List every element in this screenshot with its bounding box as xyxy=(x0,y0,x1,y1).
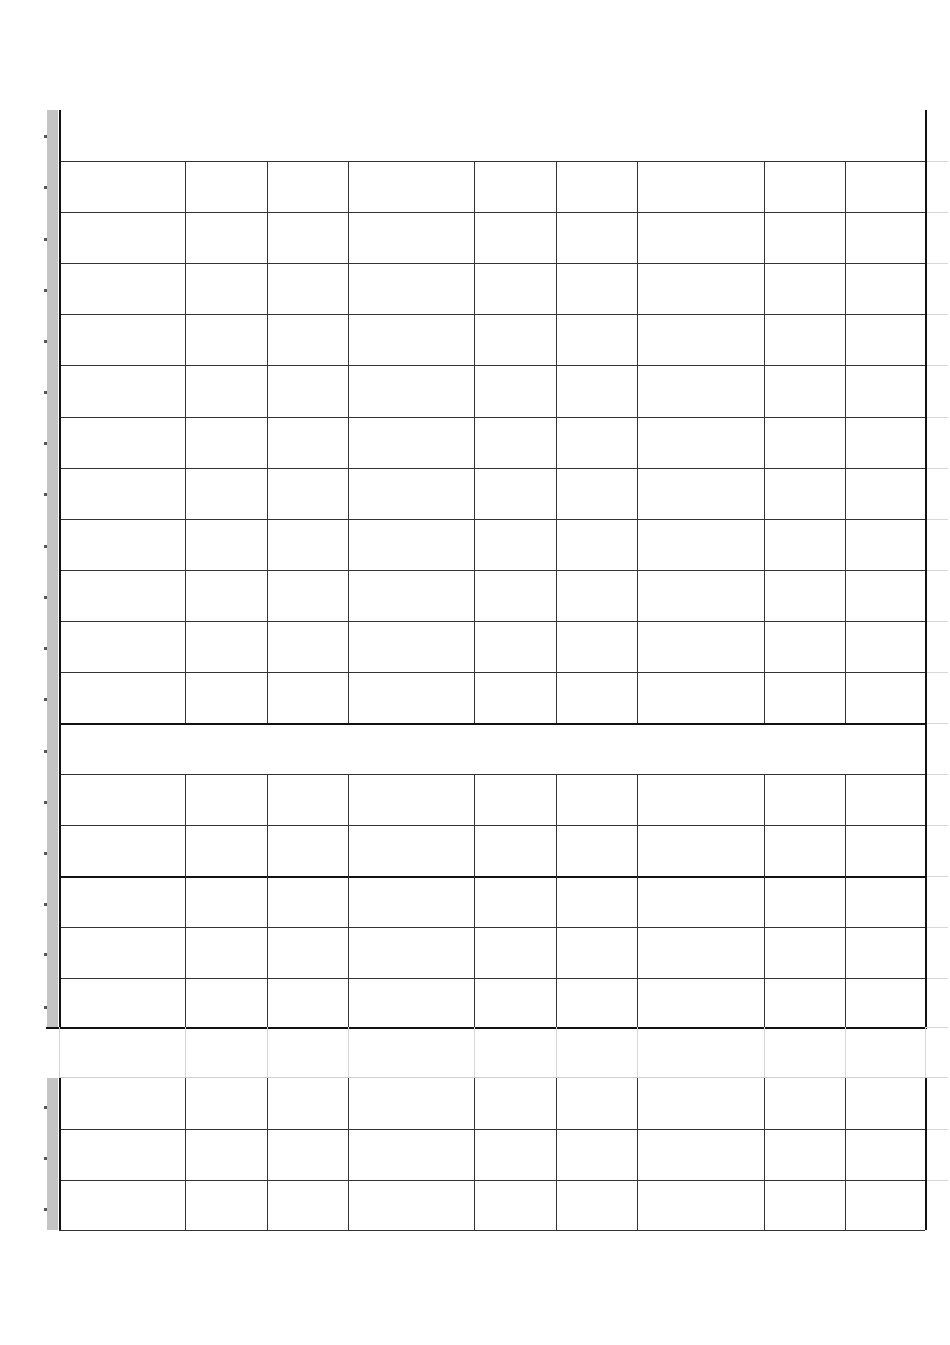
column-header[interactable] xyxy=(637,774,764,825)
table-cell[interactable] xyxy=(348,825,474,876)
row-marker xyxy=(44,1106,47,1109)
table-cell[interactable] xyxy=(267,519,348,570)
row-border xyxy=(59,876,925,878)
gridline-extension xyxy=(925,212,948,213)
table-cell[interactable] xyxy=(845,825,925,876)
column-header[interactable] xyxy=(764,161,845,212)
table-cell[interactable] xyxy=(267,570,348,621)
table-cell[interactable] xyxy=(556,825,637,876)
column-border xyxy=(556,1078,557,1230)
row-marker xyxy=(44,442,47,445)
row-border xyxy=(59,774,925,775)
column-header[interactable] xyxy=(556,774,637,825)
table-cell[interactable] xyxy=(59,876,185,927)
column-border xyxy=(764,1078,765,1230)
table-cell[interactable] xyxy=(474,212,556,263)
table-cell[interactable] xyxy=(474,365,556,417)
gridline-extension xyxy=(925,672,948,673)
row-marker xyxy=(44,647,47,650)
table-cell[interactable] xyxy=(348,519,474,570)
table-cell[interactable] xyxy=(845,876,925,927)
table-cell[interactable] xyxy=(845,978,925,1027)
table-cell[interactable] xyxy=(185,978,267,1027)
gridline-extension xyxy=(925,1180,948,1181)
gridline-extension xyxy=(925,1027,948,1028)
table-cell[interactable] xyxy=(474,314,556,365)
table-cell[interactable] xyxy=(185,672,267,723)
table-cell[interactable] xyxy=(845,621,925,672)
table-cell[interactable] xyxy=(59,825,185,876)
table-cell[interactable] xyxy=(267,417,348,468)
table-cell[interactable] xyxy=(348,570,474,621)
table-cell[interactable] xyxy=(267,212,348,263)
gridline-extension xyxy=(925,621,948,622)
column-border xyxy=(556,161,557,723)
table-cell[interactable] xyxy=(764,212,845,263)
column-border xyxy=(845,774,846,1027)
gridline-extension xyxy=(925,417,948,418)
table-cell[interactable] xyxy=(348,417,474,468)
row-border xyxy=(59,927,925,928)
row-border xyxy=(59,212,925,213)
row-border xyxy=(59,978,925,979)
table-cell[interactable] xyxy=(556,263,637,314)
gridline-extension xyxy=(925,365,948,366)
column-border xyxy=(267,1078,268,1230)
column-header[interactable] xyxy=(59,161,185,212)
row-border xyxy=(59,672,925,673)
table-cell[interactable] xyxy=(267,672,348,723)
column-border xyxy=(637,774,638,1027)
table-cell[interactable] xyxy=(845,519,925,570)
table-cell[interactable] xyxy=(348,365,474,417)
table-cell[interactable] xyxy=(764,365,845,417)
table-cell[interactable] xyxy=(637,825,764,876)
table-cell[interactable] xyxy=(845,927,925,978)
table-cell[interactable] xyxy=(556,1078,637,1129)
table-cell[interactable] xyxy=(637,365,764,417)
table-cell[interactable] xyxy=(59,927,185,978)
page-break-line xyxy=(59,1077,925,1078)
page-break-column xyxy=(925,1027,926,1078)
gridline-extension xyxy=(925,314,948,315)
table-cell[interactable] xyxy=(474,978,556,1027)
column-border xyxy=(185,161,186,723)
column-header[interactable] xyxy=(845,161,925,212)
table-cell[interactable] xyxy=(267,1078,348,1129)
gridline-extension xyxy=(925,161,948,162)
column-border xyxy=(845,1078,846,1230)
table-cell[interactable] xyxy=(764,1129,845,1180)
table-cell[interactable] xyxy=(348,978,474,1027)
table-cell[interactable] xyxy=(845,570,925,621)
table-cell[interactable] xyxy=(267,927,348,978)
table-cell[interactable] xyxy=(348,212,474,263)
row-border xyxy=(59,314,925,315)
table-cell[interactable] xyxy=(59,519,185,570)
table-cell[interactable] xyxy=(348,263,474,314)
table-cell[interactable] xyxy=(845,1078,925,1129)
table-cell[interactable] xyxy=(348,876,474,927)
page-break-column xyxy=(637,1027,638,1078)
table-cell[interactable] xyxy=(185,468,267,519)
table-cell[interactable] xyxy=(556,570,637,621)
row-marker xyxy=(44,801,47,804)
section-divider xyxy=(59,723,925,725)
table-cell[interactable] xyxy=(474,570,556,621)
row-border xyxy=(59,1230,925,1231)
page-break-column xyxy=(185,1027,186,1078)
table-cell[interactable] xyxy=(267,825,348,876)
table-cell[interactable] xyxy=(474,417,556,468)
table-cell[interactable] xyxy=(474,825,556,876)
table-cell[interactable] xyxy=(637,417,764,468)
row-marker xyxy=(44,852,47,855)
table-cell[interactable] xyxy=(845,417,925,468)
table-cell[interactable] xyxy=(764,314,845,365)
row-border xyxy=(59,263,925,264)
row-border xyxy=(59,417,925,418)
row-marker xyxy=(44,1208,47,1211)
table-cell[interactable] xyxy=(267,263,348,314)
table-cell[interactable] xyxy=(267,314,348,365)
table-cell[interactable] xyxy=(59,570,185,621)
table-cell[interactable] xyxy=(637,1180,764,1230)
table-cell[interactable] xyxy=(185,621,267,672)
table-cell[interactable] xyxy=(474,1180,556,1230)
table-cell[interactable] xyxy=(637,876,764,927)
page-break-column xyxy=(59,1027,60,1078)
column-header[interactable] xyxy=(267,774,348,825)
table-cell[interactable] xyxy=(764,876,845,927)
table-cell[interactable] xyxy=(556,672,637,723)
column-header[interactable] xyxy=(637,161,764,212)
page-break-column xyxy=(474,1027,475,1078)
column-border xyxy=(267,161,268,723)
table-cell[interactable] xyxy=(59,212,185,263)
table-cell[interactable] xyxy=(845,1129,925,1180)
section-title[interactable] xyxy=(59,723,925,774)
gridline-extension xyxy=(925,978,948,979)
table-cell[interactable] xyxy=(556,314,637,365)
table-cell[interactable] xyxy=(474,621,556,672)
row-marker xyxy=(44,545,47,548)
table-cell[interactable] xyxy=(59,263,185,314)
column-border xyxy=(267,774,268,1027)
table-cell[interactable] xyxy=(556,978,637,1027)
table-cell[interactable] xyxy=(348,1129,474,1180)
table-cell[interactable] xyxy=(474,876,556,927)
table-cell[interactable] xyxy=(267,365,348,417)
table-cell[interactable] xyxy=(348,1180,474,1230)
page-break-column xyxy=(556,1027,557,1078)
table-left-border xyxy=(59,110,61,1027)
table-cell[interactable] xyxy=(185,212,267,263)
table-cell[interactable] xyxy=(637,263,764,314)
column-border xyxy=(348,1078,349,1230)
column-header[interactable] xyxy=(474,161,556,212)
row-border xyxy=(59,621,925,622)
column-border xyxy=(637,1078,638,1230)
column-border xyxy=(185,774,186,1027)
column-border xyxy=(474,1078,475,1230)
table-cell[interactable] xyxy=(267,1180,348,1230)
table-cell[interactable] xyxy=(185,263,267,314)
table-cell[interactable] xyxy=(185,1180,267,1230)
row-border xyxy=(59,365,925,366)
table-cell[interactable] xyxy=(59,1129,185,1180)
table-cell[interactable] xyxy=(59,365,185,417)
table-cell[interactable] xyxy=(637,978,764,1027)
table-cell[interactable] xyxy=(59,1180,185,1230)
column-border xyxy=(764,161,765,723)
table-cell[interactable] xyxy=(764,468,845,519)
table-cell[interactable] xyxy=(348,468,474,519)
row-marker xyxy=(44,493,47,496)
table-cell[interactable] xyxy=(764,570,845,621)
row-border xyxy=(59,825,925,826)
table-cell[interactable] xyxy=(185,1078,267,1129)
column-header[interactable] xyxy=(845,774,925,825)
table-bottom-border xyxy=(46,1027,927,1029)
table-cell[interactable] xyxy=(637,519,764,570)
page-break-column xyxy=(764,1027,765,1078)
table-cell[interactable] xyxy=(637,621,764,672)
column-border xyxy=(845,161,846,723)
table-cell[interactable] xyxy=(59,314,185,365)
page-break-column xyxy=(267,1027,268,1078)
table-cell[interactable] xyxy=(637,927,764,978)
gridline-extension xyxy=(925,468,948,469)
table-cell[interactable] xyxy=(637,212,764,263)
gridline-extension xyxy=(925,723,948,724)
row-border xyxy=(59,519,925,520)
table-cell[interactable] xyxy=(185,825,267,876)
row-marker xyxy=(44,596,47,599)
row-marker xyxy=(44,289,47,292)
table-cell[interactable] xyxy=(556,417,637,468)
row-border xyxy=(59,1180,925,1181)
column-border xyxy=(474,774,475,1027)
gridline-extension xyxy=(925,927,948,928)
row-marker xyxy=(44,1157,47,1160)
table-cell[interactable] xyxy=(637,1129,764,1180)
table-cell[interactable] xyxy=(59,978,185,1027)
table-cell[interactable] xyxy=(185,876,267,927)
table-cell[interactable] xyxy=(764,978,845,1027)
column-header[interactable] xyxy=(474,774,556,825)
table-cell[interactable] xyxy=(764,417,845,468)
table-left-border xyxy=(59,1078,61,1230)
table-cell[interactable] xyxy=(845,468,925,519)
table-cell[interactable] xyxy=(474,927,556,978)
table-cell[interactable] xyxy=(764,263,845,314)
table-cell[interactable] xyxy=(59,1078,185,1129)
row-border xyxy=(59,1129,925,1130)
column-border xyxy=(637,161,638,723)
table-cell[interactable] xyxy=(556,212,637,263)
table-cell[interactable] xyxy=(637,570,764,621)
column-border xyxy=(764,774,765,1027)
table-right-border xyxy=(925,1078,927,1230)
column-border xyxy=(556,774,557,1027)
table-cell[interactable] xyxy=(845,314,925,365)
table-cell[interactable] xyxy=(764,1180,845,1230)
column-header[interactable] xyxy=(185,161,267,212)
table-cell[interactable] xyxy=(185,417,267,468)
row-marker xyxy=(44,903,47,906)
row-marker xyxy=(44,391,47,394)
gridline-extension xyxy=(925,876,948,877)
table-cell[interactable] xyxy=(185,1129,267,1180)
row-gutter xyxy=(47,1078,58,1230)
table-cell[interactable] xyxy=(556,365,637,417)
table-cell[interactable] xyxy=(474,263,556,314)
column-header[interactable] xyxy=(59,774,185,825)
table-cell[interactable] xyxy=(764,927,845,978)
column-border xyxy=(348,161,349,723)
table-cell[interactable] xyxy=(764,825,845,876)
column-header[interactable] xyxy=(267,161,348,212)
table-cell[interactable] xyxy=(845,672,925,723)
gridline-extension xyxy=(925,1129,948,1130)
table-cell[interactable] xyxy=(348,314,474,365)
gridline-extension xyxy=(925,263,948,264)
row-marker xyxy=(44,1006,47,1009)
section-title[interactable] xyxy=(59,110,925,161)
table-cell[interactable] xyxy=(764,519,845,570)
column-border xyxy=(348,774,349,1027)
table-cell[interactable] xyxy=(764,672,845,723)
table-cell[interactable] xyxy=(185,570,267,621)
table-cell[interactable] xyxy=(267,978,348,1027)
gridline-extension xyxy=(925,1077,948,1078)
table-cell[interactable] xyxy=(185,519,267,570)
table-cell[interactable] xyxy=(845,1180,925,1230)
table-cell[interactable] xyxy=(474,1129,556,1180)
column-border xyxy=(185,1078,186,1230)
table-cell[interactable] xyxy=(348,621,474,672)
table-right-border xyxy=(925,110,927,1027)
row-marker xyxy=(44,340,47,343)
table-cell[interactable] xyxy=(474,1078,556,1129)
table-cell[interactable] xyxy=(185,365,267,417)
table-cell[interactable] xyxy=(556,876,637,927)
table-cell[interactable] xyxy=(267,621,348,672)
column-border xyxy=(474,161,475,723)
table-cell[interactable] xyxy=(556,519,637,570)
column-header[interactable] xyxy=(348,161,474,212)
column-header[interactable] xyxy=(556,161,637,212)
row-marker xyxy=(44,698,47,701)
row-marker xyxy=(44,135,47,138)
page-break-column xyxy=(845,1027,846,1078)
gridline-extension xyxy=(925,825,948,826)
column-header[interactable] xyxy=(764,774,845,825)
table-cell[interactable] xyxy=(267,876,348,927)
table-cell[interactable] xyxy=(474,468,556,519)
table-cell[interactable] xyxy=(764,621,845,672)
column-header[interactable] xyxy=(185,774,267,825)
table-cell[interactable] xyxy=(348,927,474,978)
column-header[interactable] xyxy=(348,774,474,825)
table-cell[interactable] xyxy=(348,672,474,723)
page-break-column xyxy=(348,1027,349,1078)
table-cell[interactable] xyxy=(556,468,637,519)
table-cell[interactable] xyxy=(267,468,348,519)
table-cell[interactable] xyxy=(845,365,925,417)
table-cell[interactable] xyxy=(764,1078,845,1129)
table-cell[interactable] xyxy=(474,519,556,570)
row-gutter xyxy=(47,110,58,1027)
table-cell[interactable] xyxy=(267,1129,348,1180)
row-marker xyxy=(44,750,47,753)
table-cell[interactable] xyxy=(556,621,637,672)
table-cell[interactable] xyxy=(556,1129,637,1180)
table-cell[interactable] xyxy=(556,1180,637,1230)
row-marker xyxy=(44,238,47,241)
table-cell[interactable] xyxy=(59,468,185,519)
table-cell[interactable] xyxy=(637,314,764,365)
table-cell[interactable] xyxy=(59,672,185,723)
table-cell[interactable] xyxy=(185,927,267,978)
table-cell[interactable] xyxy=(474,672,556,723)
table-cell[interactable] xyxy=(348,1078,474,1129)
table-cell[interactable] xyxy=(637,672,764,723)
row-marker xyxy=(44,953,47,956)
row-border xyxy=(59,570,925,571)
table-cell[interactable] xyxy=(59,621,185,672)
gridline-extension xyxy=(925,570,948,571)
row-marker xyxy=(44,186,47,189)
gridline-extension xyxy=(925,774,948,775)
row-border xyxy=(59,468,925,469)
table-cell[interactable] xyxy=(845,212,925,263)
table-cell[interactable] xyxy=(556,927,637,978)
row-border xyxy=(59,161,925,162)
gridline-extension xyxy=(925,519,948,520)
table-cell[interactable] xyxy=(185,314,267,365)
table-cell[interactable] xyxy=(845,263,925,314)
table-cell[interactable] xyxy=(637,1078,764,1129)
table-cell[interactable] xyxy=(637,468,764,519)
table-cell[interactable] xyxy=(59,417,185,468)
